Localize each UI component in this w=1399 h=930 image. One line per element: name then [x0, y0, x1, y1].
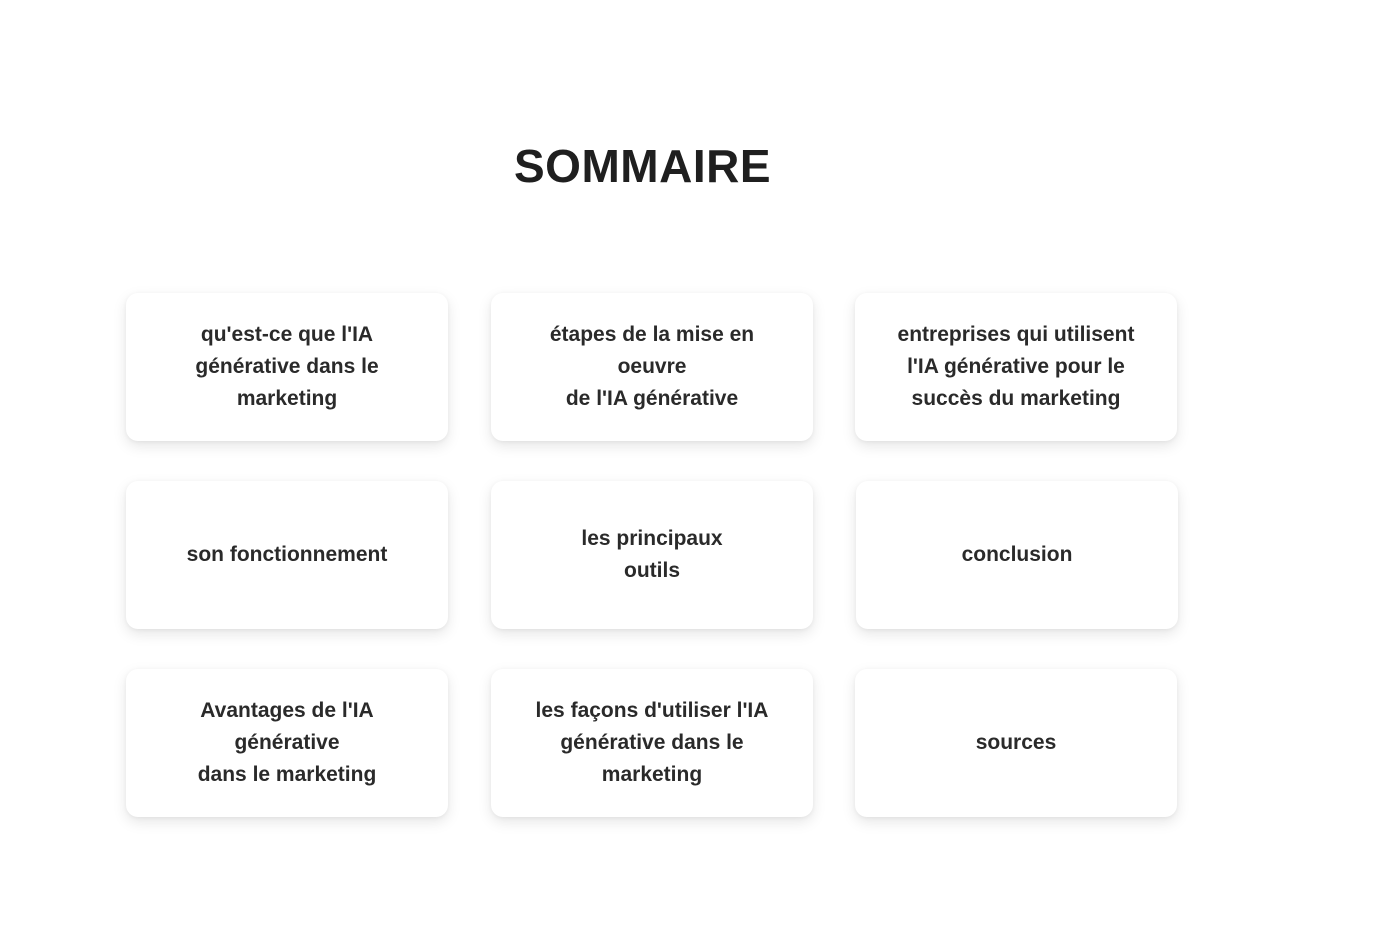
toc-card-label: conclusion — [961, 543, 1073, 566]
toc-card-label: les principaux outils — [581, 527, 723, 582]
toc-card-sources[interactable] — [855, 669, 1177, 817]
toc-card-how-it-works[interactable] — [126, 481, 448, 629]
toc-card-label: étapes de la mise en oeuvre de l'IA générative — [549, 323, 755, 410]
toc-card-implementation-steps[interactable] — [491, 293, 813, 441]
toc-card-conclusion[interactable] — [856, 481, 1178, 629]
toc-card-label: Avantages de l'IA générative dans le marketing — [197, 699, 377, 786]
toc-card-main-tools[interactable] — [491, 481, 813, 629]
toc-card-definition[interactable] — [126, 293, 448, 441]
toc-card-label: sources — [975, 731, 1057, 754]
page-title: SOMMAIRE — [514, 140, 771, 192]
toc-card-label: entreprises qui utilisent l'IA générative pour le succès du marketing — [897, 323, 1135, 410]
toc-card-label: son fonctionnement — [186, 543, 388, 566]
toc-card-label: les façons d'utiliser l'IA générative dans le marketing — [535, 699, 769, 786]
toc-card-advantages[interactable] — [126, 669, 448, 817]
toc-card-usage-ways[interactable] — [491, 669, 813, 817]
toc-card-companies[interactable] — [855, 293, 1177, 441]
toc-card-label: qu'est-ce que l'IA générative dans le marketing — [195, 323, 379, 410]
